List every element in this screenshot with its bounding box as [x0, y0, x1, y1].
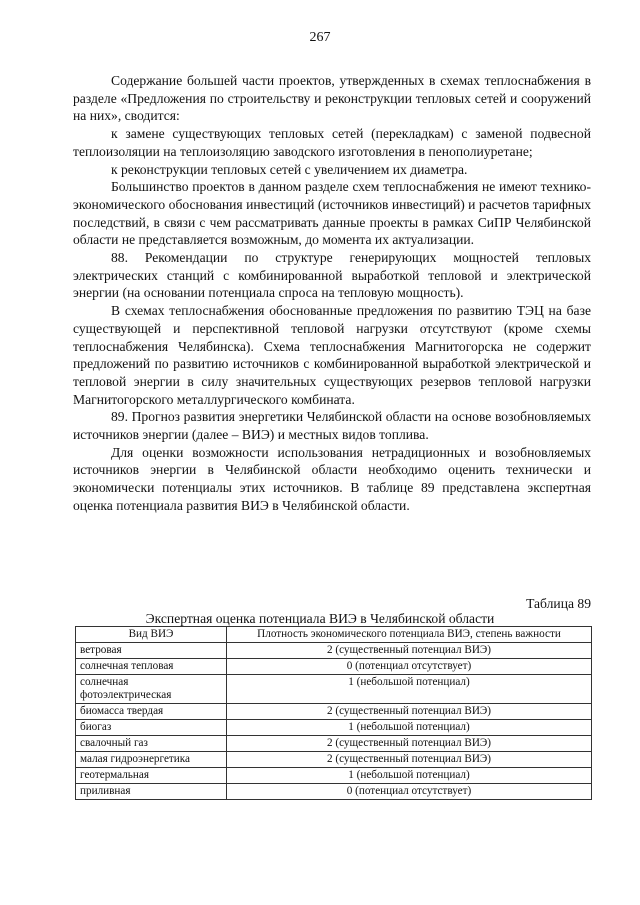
table-row [76, 675, 592, 704]
table-row [76, 659, 592, 675]
res-type-cell: солнечная тепловая [76, 659, 227, 675]
potential-cell: 1 (небольшой потенциал) [227, 720, 592, 736]
section-heading-89: 89. Прогноз развития энергетики Челябинской области на основе возобновляемых источников энергии (далее – ВИЭ) и местных видов топлива. [73, 409, 591, 443]
table-header-row [76, 627, 592, 643]
paragraph: Большинство проектов в данном разделе схем теплоснабжения не имеют технико-экономического обоснования инвестиций (источников инвестиций) и расчетов тарифных последствий, в связи с чем рассматривать данные проекты в рамках СиПР Челябинской области не представляется возможным, до момента их актуализации. [73, 179, 591, 248]
table-row [76, 784, 592, 800]
paragraph: к замене существующих тепловых сетей (перекладкам) с заменой подвесной теплоизоляции на теплоизоляцию заводского изготовления в пенополиуретане; [73, 126, 591, 159]
potential-cell: 1 (небольшой потенциал) [227, 768, 592, 784]
potential-cell: 2 (существенный потенциал ВИЭ) [227, 752, 592, 768]
potential-cell: 1 (небольшой потенциал) [227, 675, 592, 704]
table-title: Экспертная оценка потенциала ВИЭ в Челябинской области [145, 611, 495, 626]
page-number: 267 [309, 30, 331, 45]
potential-cell: 0 (потенциал отсутствует) [227, 659, 592, 675]
res-type-cell: биомасса твердая [76, 704, 227, 720]
table-row [76, 704, 592, 720]
paragraph: Содержание большей части проектов, утвержденных в схемах теплоснабжения в разделе «Предложения по строительству и реконструкции тепловых сетей и сооружений на них», сводится: [73, 73, 591, 124]
table-row [76, 768, 592, 784]
table-label: Таблица 89 [526, 596, 591, 611]
res-type-cell: биогаз [76, 720, 227, 736]
res-type-cell: солнечная фотоэлектрическая [76, 675, 227, 704]
potential-cell: 2 (существенный потенциал ВИЭ) [227, 643, 592, 659]
body-text [73, 72, 591, 515]
section-heading-88: 88. Рекомендации по структуре генерирующих мощностей тепловых электрических станций с комбинированной выработкой тепловой и электрической энергии (на основании потенциала спроса на тепловую мощность). [73, 250, 591, 301]
res-potential-table [75, 626, 592, 800]
column-header: Плотность экономического потенциала ВИЭ, степень важности [227, 627, 592, 643]
res-type-cell: ветровая [76, 643, 227, 659]
res-type-cell: малая гидроэнергетика [76, 752, 227, 768]
paragraph: Для оценки возможности использования нетрадиционных и возобновляемых источников энергии в Челябинской области необходимо оценить технически и экономически потенциалы этих источников. В таблице 89 представлена экспертная оценка потенциала развития ВИЭ в Челябинской области. [73, 444, 591, 513]
paragraph: к реконструкции тепловых сетей с увеличением их диаметра. [111, 161, 468, 177]
paragraph: В схемах теплоснабжения обоснованные предложения по развитию ТЭЦ на базе существующей и перспективной тепловой нагрузки отсутствуют (кроме схемы теплоснабжения Челябинска). Схема теплоснабжения Магнитогорска не содержит предложений по развитию источников с комбинированной выработкой электрической и тепловой энергии в силу значительных существующих резервов тепловой нагрузки Магнитогорского металлургического комбината. [73, 303, 591, 407]
table-row [76, 720, 592, 736]
potential-cell: 0 (потенциал отсутствует) [227, 784, 592, 800]
column-header: Вид ВИЭ [76, 627, 227, 643]
potential-cell: 2 (существенный потенциал ВИЭ) [227, 736, 592, 752]
res-type-cell: приливная [76, 784, 227, 800]
res-type-cell: геотермальная [76, 768, 227, 784]
table-row [76, 736, 592, 752]
res-type-cell: свалочный газ [76, 736, 227, 752]
table-row [76, 643, 592, 659]
potential-cell: 2 (существенный потенциал ВИЭ) [227, 704, 592, 720]
table-row [76, 752, 592, 768]
